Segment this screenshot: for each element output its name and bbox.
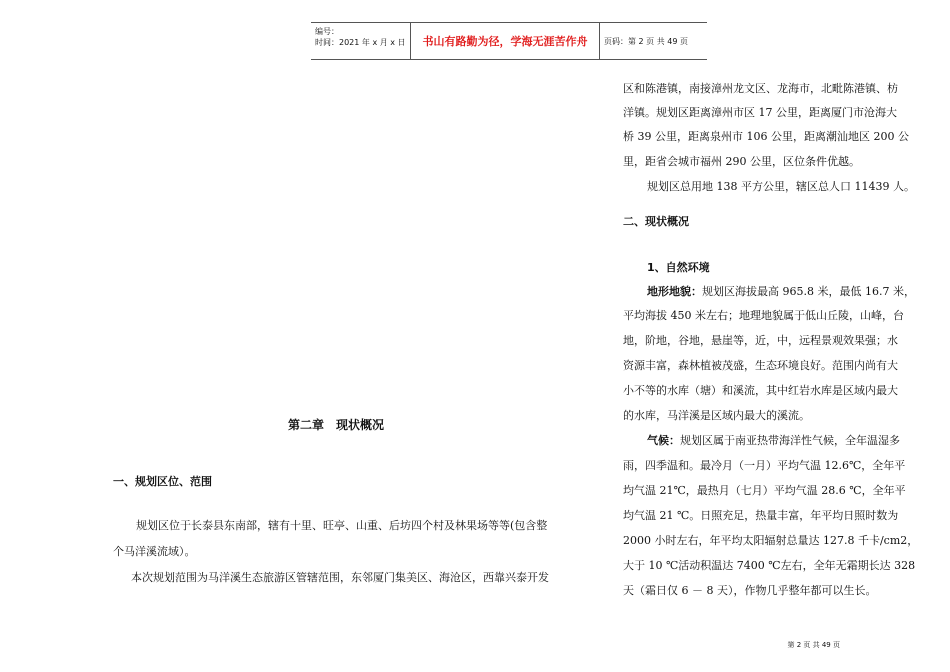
header-page-info: 页码：第 2 页 共 49 页	[604, 36, 688, 46]
paragraph-line: 规划区位于长泰县东南部，辖有十里、旺亭、山重、后坊四个村及林果场等等(包含整	[136, 519, 548, 532]
paragraph-line	[647, 283, 915, 299]
paragraph-line: 小不等的水库（塘）和溪流，其中红岩水库是区域内最大	[623, 384, 898, 397]
header-motto: 书山有路勤为径，学海无涯苦作舟	[411, 23, 600, 59]
paragraph-line: 本次规划范围为马洋溪生态旅游区管辖范围，东邻厦门集美区、海沧区，西靠兴泰开发	[131, 571, 549, 584]
paragraph-line: 资源丰富，森林植被茂盛，生态环境良好。范围内尚有大	[623, 359, 898, 372]
terrain-label: 地形地貌：	[647, 285, 702, 298]
terrain-text: 规划区海拔最高 965.8 米，最低 16.7 米，	[702, 285, 915, 298]
paragraph-line: 2000 小时左右，年平均太阳辐射总量达 127.8 千卡/cm2，	[623, 534, 919, 547]
paragraph-line: 规划区总用地 138 平方公里，辖区总人口 11439 人。	[647, 180, 915, 193]
paragraph-line: 里，距省会城市福州 290 公里，区位条件优越。	[623, 155, 860, 168]
climate-label: 气候：	[647, 434, 680, 447]
paragraph-line: 个马洋溪流域）。	[113, 545, 196, 558]
paragraph-line: 大于 10 ℃活动积温达 7400 ℃左右，全年无霜期长达 328	[623, 559, 916, 572]
paragraph-line: 洋镇。规划区距离漳州市区 17 公里，距离厦门市沧海大	[623, 106, 897, 119]
paragraph-line: 雨，四季温和。最冷月（一月）平均气温 12.6℃，全年平	[623, 459, 906, 472]
section-title-status: 二、现状概况	[623, 215, 689, 228]
paragraph-line: 的水库，马洋溪是区域内最大的溪流。	[623, 409, 810, 422]
climate-text: 规划区属于南亚热带海洋性气候，全年温湿多	[680, 434, 900, 447]
paragraph-line: 桥 39 公里，距离泉州市 106 公里，距离潮汕地区 200 公	[623, 130, 909, 143]
header-meta-cell	[311, 23, 411, 59]
paragraph-line: 均气温 21℃，最热月（七月）平均气温 28.6 ℃，全年平	[623, 484, 906, 497]
paragraph-line	[647, 432, 900, 448]
section-title-location: 一、规划区位、范围	[113, 475, 212, 488]
paragraph-line: 区和陈港镇，南接漳州龙文区、龙海市，北毗陈港镇、枋	[623, 82, 898, 95]
paragraph-line: 天（霜日仅 6 － 8 天），作物几乎整年都可以生长。	[623, 584, 877, 597]
header-time: 时间：2021 年 x 月 x 日	[315, 38, 406, 47]
subsection-title-environment: 1、自然环境	[647, 261, 710, 274]
page-footer: 第 2 页 共 49 页	[787, 641, 840, 649]
page-header	[311, 22, 707, 60]
header-code: 编号：	[315, 27, 339, 36]
paragraph-line: 均气温 21 ℃。日照充足，热量丰富，年平均日照时数为	[623, 509, 899, 522]
paragraph-line: 平均海拔 450 米左右；地理地貌属于低山丘陵，山峰，台	[623, 309, 904, 322]
paragraph-line: 地，阶地，谷地，悬崖等，近，中，远程景观效果强；水	[623, 334, 898, 347]
chapter-title: 第二章 现状概况	[288, 418, 385, 432]
